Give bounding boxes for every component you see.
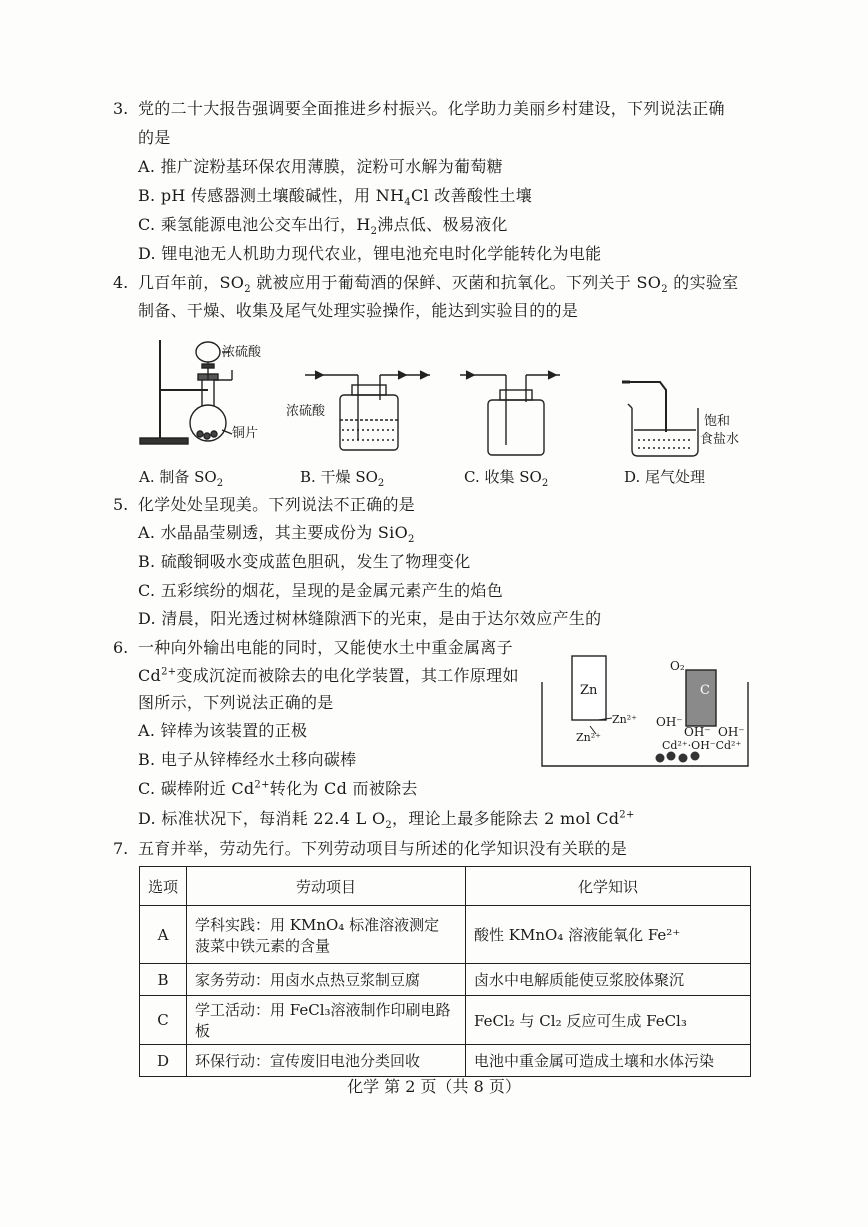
q4-caption-c-sub: 2 <box>541 478 549 489</box>
table-row <box>140 996 751 1045</box>
table-row <box>140 1045 751 1077</box>
q5-option-a-sub: 2 <box>408 534 415 546</box>
row-option: C <box>140 996 187 1045</box>
q4-stem-line1 <box>138 272 738 294</box>
q4-caption-a-text: A. 制备 SO <box>139 468 217 486</box>
q7-stem: 五育并举，劳动先行。下列劳动项目与所述的化学知识没有关联的是 <box>138 839 628 858</box>
q6-stem-line1: 一种向外输出电能的同时，又能使水土中重金属离子 <box>138 638 513 657</box>
q4-label-conc-acid-bottle: 浓硫酸 <box>286 404 326 419</box>
q3-stem-line2: 的是 <box>138 128 171 147</box>
q5-stem: 化学处处呈现美。下列说法不正确的是 <box>138 495 416 514</box>
row-option: A <box>140 906 187 964</box>
row-labor-item-line2: 菠菜中铁元素的含量 <box>195 936 331 955</box>
q6-fig-zn2-below: Zn²⁺ <box>576 731 601 744</box>
header-labor-item: 劳动项目 <box>187 867 466 906</box>
q6-number: 6. <box>113 638 129 657</box>
q4-caption-b <box>300 467 384 487</box>
q6-stem-line2-pre: Cd <box>138 666 162 685</box>
row-option: D <box>140 1045 187 1077</box>
row-chem-knowledge: 卤水中电解质能使豆浆胶体聚沉 <box>466 964 751 996</box>
q3-number: 3. <box>113 99 129 118</box>
q4-number: 4. <box>113 273 129 292</box>
q6-option-a: A. 锌棒为该装置的正极 <box>138 721 308 740</box>
apparatus-d-beaker <box>622 382 698 456</box>
table-row <box>140 964 751 996</box>
apparatus-a-generation <box>140 340 232 444</box>
row-chem-knowledge: FeCl₂ 与 Cl₂ 反应可生成 FeCl₃ <box>466 996 751 1045</box>
q6-fig-zn: Zn <box>580 683 598 698</box>
row-labor-item: 家务劳动：用卤水点热豆浆制豆腐 <box>187 964 466 996</box>
q6-fig-zn2-right: Zn²⁺ <box>612 713 637 726</box>
q4-stem-line2: 制备、干燥、收集及尾气处理实验操作，能达到实验目的的是 <box>138 301 579 320</box>
q3-option-b-sub: 4 <box>404 197 411 209</box>
row-chem-knowledge: 电池中重金属可造成土壤和水体污染 <box>466 1045 751 1077</box>
q5-number: 5. <box>113 495 129 514</box>
q5-option-a <box>138 522 415 544</box>
row-labor-item: 环保行动：宣传废旧电池分类回收 <box>187 1045 466 1077</box>
header-chem-knowledge: 化学知识 <box>466 867 751 906</box>
q4-caption-d: D. 尾气处理 <box>624 468 706 486</box>
q3-option-d: D. 锂电池无人机助力现代农业，锂电池充电时化学能转化为电能 <box>138 244 602 263</box>
apparatus-c-collecting-bottle <box>460 371 560 455</box>
q3-option-b-pre: B. pH 传感器测土壤酸碱性，用 NH <box>138 186 405 205</box>
q6-option-c-pre: C. 碳棒附近 Cd <box>138 779 255 798</box>
q7-number: 7. <box>113 839 129 858</box>
q6-option-c-sup: 2+ <box>254 779 270 791</box>
q6-option-d-pre: D. 标准状况下，每消耗 22.4 L O <box>138 809 386 828</box>
q6-fig-o2: O₂ <box>670 659 685 673</box>
q6-option-c-post: 转化为 Cd 而被除去 <box>269 779 418 798</box>
q6-option-c <box>138 778 418 800</box>
q6-option-d <box>138 808 635 830</box>
page-footer: 化学 第 2 页（共 8 页） <box>347 1077 521 1096</box>
q4-stem-sub2: 2 <box>661 284 668 296</box>
header-option: 选项 <box>140 867 187 906</box>
q4-caption-b-sub: 2 <box>377 478 385 489</box>
q6-fig-oh-left: OH⁻ <box>656 715 683 729</box>
row-labor-item: 学工活动：用 FeCl₃溶液制作印刷电路板 <box>187 996 466 1045</box>
q3-option-a: A. 推广淀粉基环保农用薄膜，淀粉可水解为葡萄糖 <box>138 157 503 176</box>
q3-option-c <box>138 214 508 236</box>
row-option: B <box>140 964 187 996</box>
q6-stem-line2-sup: 2+ <box>161 666 177 678</box>
q4-caption-a-sub: 2 <box>216 478 224 489</box>
q4-caption-c-text: C. 收集 SO <box>464 468 542 486</box>
q4-stem-c: 的实验室 <box>667 273 739 292</box>
q4-label-brine: 食盐水 <box>700 432 740 447</box>
q4-caption-c <box>464 467 548 487</box>
q6-fig-oh-right: OH⁻ <box>718 725 745 739</box>
q3-stem-line1: 党的二十大报告强调要全面推进乡村振兴。化学助力美丽乡村建设，下列说法正确 <box>138 99 725 118</box>
q4-label-conc-acid-top: 浓硫酸 <box>222 345 262 360</box>
q4-caption-b-text: B. 干燥 SO <box>300 468 378 486</box>
row-chem-knowledge: 酸性 KMnO₄ 溶液能氧化 Fe²⁺ <box>466 906 751 964</box>
table-header-row <box>140 867 751 906</box>
q3-option-c-sub: 2 <box>370 226 378 238</box>
q5-option-c: C. 五彩缤纷的烟花，呈现的是金属元素产生的焰色 <box>138 581 504 600</box>
q3-option-b-post: Cl 改善酸性土壤 <box>410 186 533 205</box>
table-row <box>140 906 751 964</box>
row-labor-item-line1: 学科实践：用 KMnO₄ 标准溶液测定 <box>195 915 440 934</box>
q6-option-d-sup: 2+ <box>619 809 635 821</box>
precipitate-particle <box>679 754 688 763</box>
q6-option-b: B. 电子从锌棒经水土移向碳棒 <box>138 750 357 769</box>
q4-stem-sub1: 2 <box>244 284 251 296</box>
q3-option-c-post: 沸点低、极易液化 <box>377 215 508 234</box>
q3-option-b <box>138 185 532 207</box>
q6-option-d-sub: 2 <box>385 820 393 832</box>
q5-option-a-text: A. 水晶晶莹剔透，其主要成份为 SiO <box>138 523 409 542</box>
q6-stem-line2 <box>138 665 519 687</box>
q5-option-d: D. 清晨，阳光透过树林缝隙洒下的光束，是由于达尔效应产生的 <box>138 609 602 628</box>
q3-option-c-pre: C. 乘氢能源电池公交车出行，H <box>138 215 371 234</box>
q4-label-copper: 铜片 <box>232 426 259 441</box>
q7-table <box>139 866 751 1077</box>
q6-fig-oh-mid: OH⁻ <box>684 725 711 739</box>
q6-fig-cd-bottom: Cd²⁺·OH⁻Cd²⁺ <box>662 739 742 752</box>
q6-option-d-mid: ，理论上最多能除去 2 mol Cd <box>392 809 620 828</box>
q4-stem-a: 几百年前，SO <box>138 273 245 292</box>
row-labor-item <box>187 906 466 964</box>
q6-stem-line3: 图所示，下列说法正确的是 <box>138 693 334 712</box>
q6-stem-line2-post: 变成沉淀而被除去的电化学装置，其工作原理如 <box>176 666 519 685</box>
q5-option-b: B. 硫酸铜吸水变成蓝色胆矾，发生了物理变化 <box>138 552 471 571</box>
q4-label-saturated: 饱和 <box>704 414 731 429</box>
q4-caption-a <box>139 467 223 487</box>
precipitate-particle <box>656 754 665 763</box>
q6-fig-c: C <box>700 683 710 698</box>
q4-stem-b: 就被应用于葡萄酒的保鲜、灭菌和抗氧化。下列关于 SO <box>250 273 662 292</box>
